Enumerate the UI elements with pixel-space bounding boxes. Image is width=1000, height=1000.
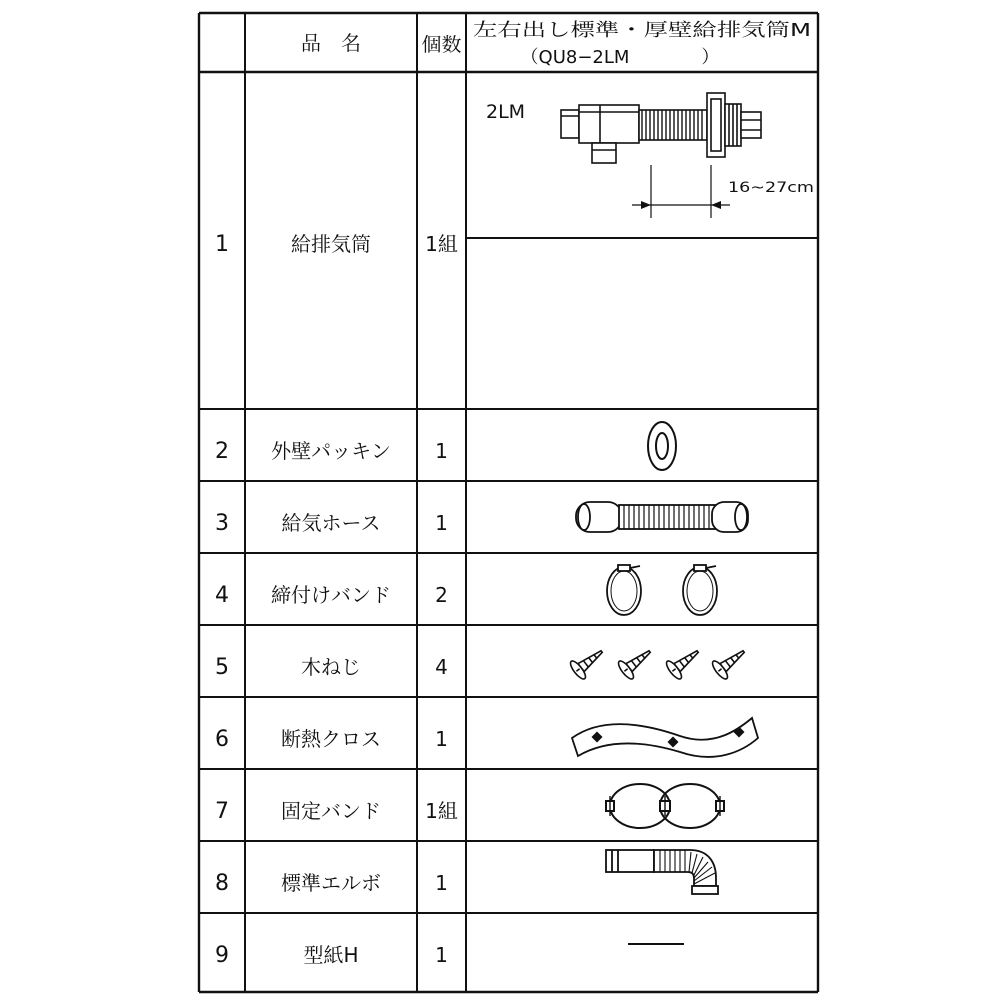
row-number: 9 (215, 943, 229, 968)
part-quantity: 1 (435, 871, 448, 895)
header-name: 品 名 (301, 31, 361, 55)
header-qty: 個数 (421, 34, 462, 56)
insulation-cloth-icon (572, 718, 758, 757)
table-row (215, 232, 458, 257)
part-quantity: 1 (435, 439, 448, 463)
table-row (215, 655, 448, 680)
part-name: 給排気筒 (291, 232, 371, 256)
row-number: 1 (215, 232, 229, 257)
table-row (215, 943, 448, 968)
pipe-model-label: 2LM (486, 101, 526, 123)
part-quantity: 1組 (425, 232, 458, 256)
part-name: 木ねじ (301, 655, 361, 679)
part-name: 締付けバンド (271, 583, 391, 607)
intake-hose-icon (576, 502, 748, 532)
table-row (215, 727, 448, 752)
row-number: 3 (215, 511, 229, 536)
part-name: 外壁パッキン (271, 439, 391, 463)
part-quantity: 4 (435, 655, 448, 679)
part-name: 断熱クロス (281, 727, 381, 751)
part-name: 固定バンド (281, 799, 381, 823)
part-name: 型紙H (303, 943, 359, 967)
clamp-band-icon (683, 565, 717, 615)
table-row (215, 511, 448, 536)
table-row (215, 583, 448, 608)
part-quantity: 1 (435, 727, 448, 751)
row-number: 5 (215, 655, 229, 680)
header-model-line2: （QU8−2LM ） (520, 47, 720, 68)
table-row (215, 799, 458, 824)
part-quantity: 1 (435, 511, 448, 535)
exhaust-pipe-2lm-icon (486, 93, 814, 218)
wood-screw-icon (710, 643, 750, 681)
row-number: 7 (215, 799, 229, 824)
dimension-label: 16~27cm (728, 180, 814, 196)
fixing-band-icon (606, 784, 724, 828)
wood-screw-icon (616, 643, 656, 681)
wood-screw-icon (664, 643, 704, 681)
part-quantity: 1 (435, 943, 448, 967)
part-name: 標準エルボ (281, 871, 381, 895)
table-row (215, 871, 448, 896)
row-number: 8 (215, 871, 229, 896)
header-model-line1: 左右出し標準・厚壁給排気筒M (473, 20, 811, 41)
row-number: 6 (215, 727, 229, 752)
standard-elbow-icon (606, 850, 718, 894)
wood-screw-icon (568, 643, 608, 681)
clamp-band-icon (607, 565, 641, 615)
part-quantity: 2 (435, 583, 448, 607)
part-name: 給気ホース (281, 511, 381, 535)
part-quantity: 1組 (425, 799, 458, 823)
row-number: 2 (215, 439, 229, 464)
row-number: 4 (215, 583, 229, 608)
table-row (215, 439, 448, 464)
wall-packing-ring-icon (648, 422, 676, 470)
